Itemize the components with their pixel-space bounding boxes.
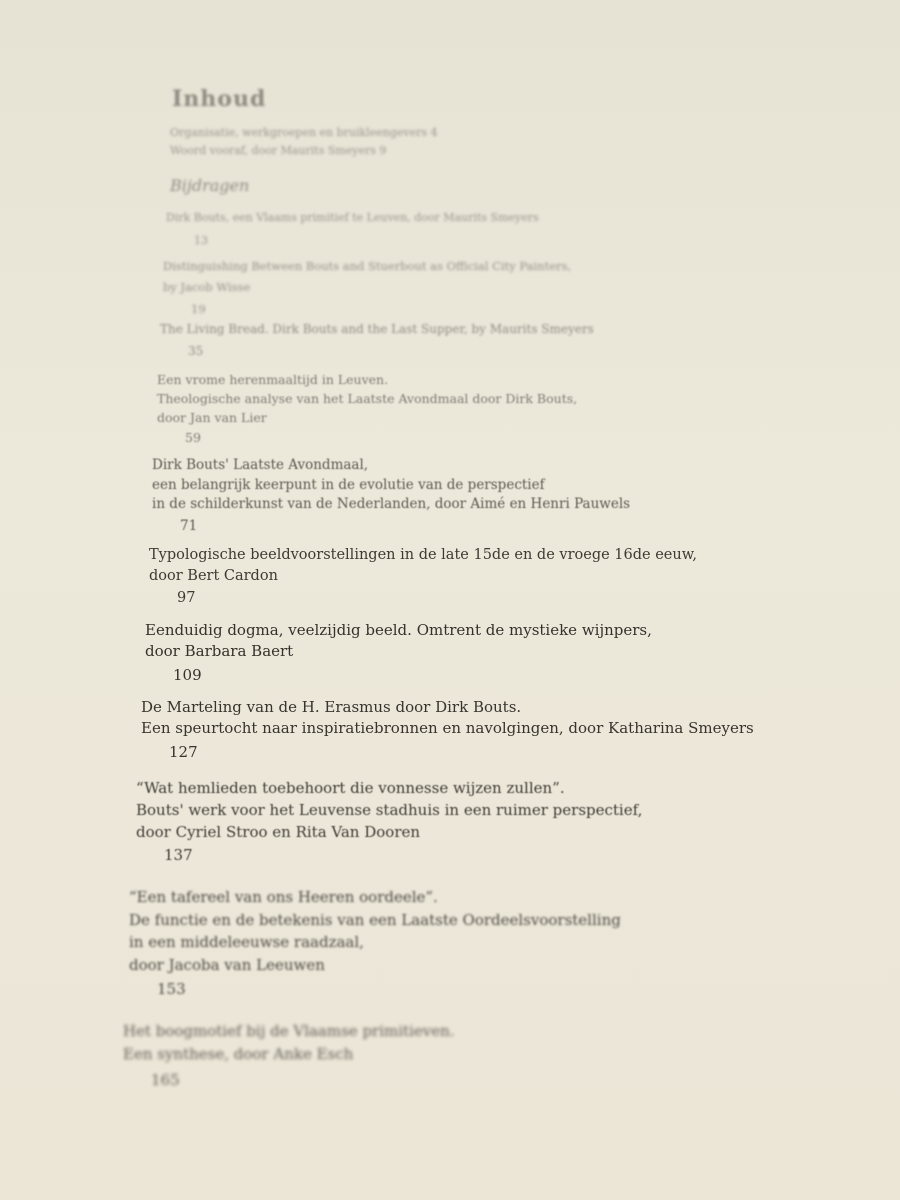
toc-entry: [136, 778, 642, 867]
toc-page-number: 109: [173, 665, 202, 684]
toc-entry-line: een belangrijk keerpunt in de evolutie van de perspectief: [152, 476, 545, 493]
toc-entry-line: door Cyriel Stroo en Rita Van Dooren: [136, 822, 421, 841]
toc-entry-line: De Marteling van de H. Erasmus door Dirk Bouts.: [141, 698, 522, 716]
toc-entry: [123, 1020, 455, 1092]
toc-entry: [160, 319, 594, 362]
toc-entry: [129, 886, 621, 1001]
toc-entry-line: door Jan van Lier: [157, 409, 267, 425]
toc-page-number: 127: [169, 742, 198, 761]
toc-entry-line: The Living Bread. Dirk Bouts and the Last Supper, by Maurits Smeyers: [160, 322, 594, 336]
toc-page-number: 19: [191, 302, 206, 317]
toc-entry-line: Eenduidig dogma, veelzijdig beeld. Omtrent de mystieke wijnpers,: [145, 621, 652, 639]
toc-entry: [157, 371, 577, 448]
toc-page-number: 35: [188, 344, 204, 359]
toc-entry-line: “Een tafereel van ons Heeren oordeele”.: [129, 888, 438, 906]
toc-page-number: 153: [157, 980, 186, 998]
toc-page-number: 97: [177, 590, 196, 607]
toc-entry-line: Een synthese, door Anke Esch: [123, 1045, 354, 1064]
toc-page-number: 137: [164, 846, 193, 865]
toc-entry-line: Typologische beeldvoorstellingen in de late 15de en de vroege 16de eeuw,: [149, 547, 698, 563]
section-title: Bijdragen: [170, 176, 250, 195]
front-matter-item: Organisatie, werkgroepen en bruikleengevers 4: [170, 126, 438, 139]
toc-page-number: 59: [185, 430, 201, 446]
toc-entry-line: De functie en de betekenis van een Laatste Oordeelsvoorstelling: [129, 910, 621, 929]
toc-entry-line: Een vrome herenmaaltijd in Leuven.: [157, 372, 389, 387]
front-matter: [170, 124, 438, 160]
toc-entry: [152, 456, 630, 536]
page-title: Inhoud: [172, 86, 267, 112]
toc-entry-line: in de schilderkunst van de Nederlanden, door Aimé en Henri Pauwels: [152, 496, 631, 513]
toc-entry: [141, 697, 754, 763]
toc-entry-line: by Jacob Wisse: [163, 279, 251, 294]
toc-entry: [145, 620, 652, 686]
toc-entry: [149, 545, 697, 609]
toc-entry-line: door Barbara Baert: [145, 642, 294, 661]
toc-entry-line: Dirk Bouts' Laatste Avondmaal,: [152, 457, 369, 473]
toc-entry: [163, 256, 571, 320]
front-matter-item: Woord vooraf, door Maurits Smeyers 9: [170, 144, 387, 157]
toc-page-number: 13: [194, 233, 208, 247]
toc-entry-line: in een middeleeuwse raadzaal,: [129, 933, 364, 951]
toc-page-number: 71: [180, 517, 198, 534]
toc-entry-line: Bouts' werk voor het Leuvense stadhuis in een ruimer perspectief,: [136, 800, 643, 819]
toc-entry-line: Een speurtocht naar inspiratiebronnen en navolgingen, door Katharina Smeyers: [141, 719, 754, 738]
toc-entry-line: Theologische analyse van het Laatste Avondmaal door Dirk Bouts,: [157, 390, 578, 406]
toc-page-number: 165: [151, 1070, 180, 1089]
toc-entry-line: “Wat hemlieden toebehoort die vonnesse wijzen zullen”.: [136, 779, 565, 797]
toc-entry-line: Het boogmotief bij de Vlaamse primitieven.: [123, 1022, 455, 1040]
toc-entry-line: door Jacoba van Leeuwen: [129, 955, 325, 974]
toc-entry-line: door Bert Cardon: [149, 567, 278, 584]
toc-entry-line: Distinguishing Between Bouts and Stuerbout as Official City Painters,: [163, 259, 572, 273]
toc-entry: [166, 208, 539, 252]
toc-entry-line: Dirk Bouts, een Vlaams primitief te Leuven, door Maurits Smeyers: [166, 211, 539, 224]
